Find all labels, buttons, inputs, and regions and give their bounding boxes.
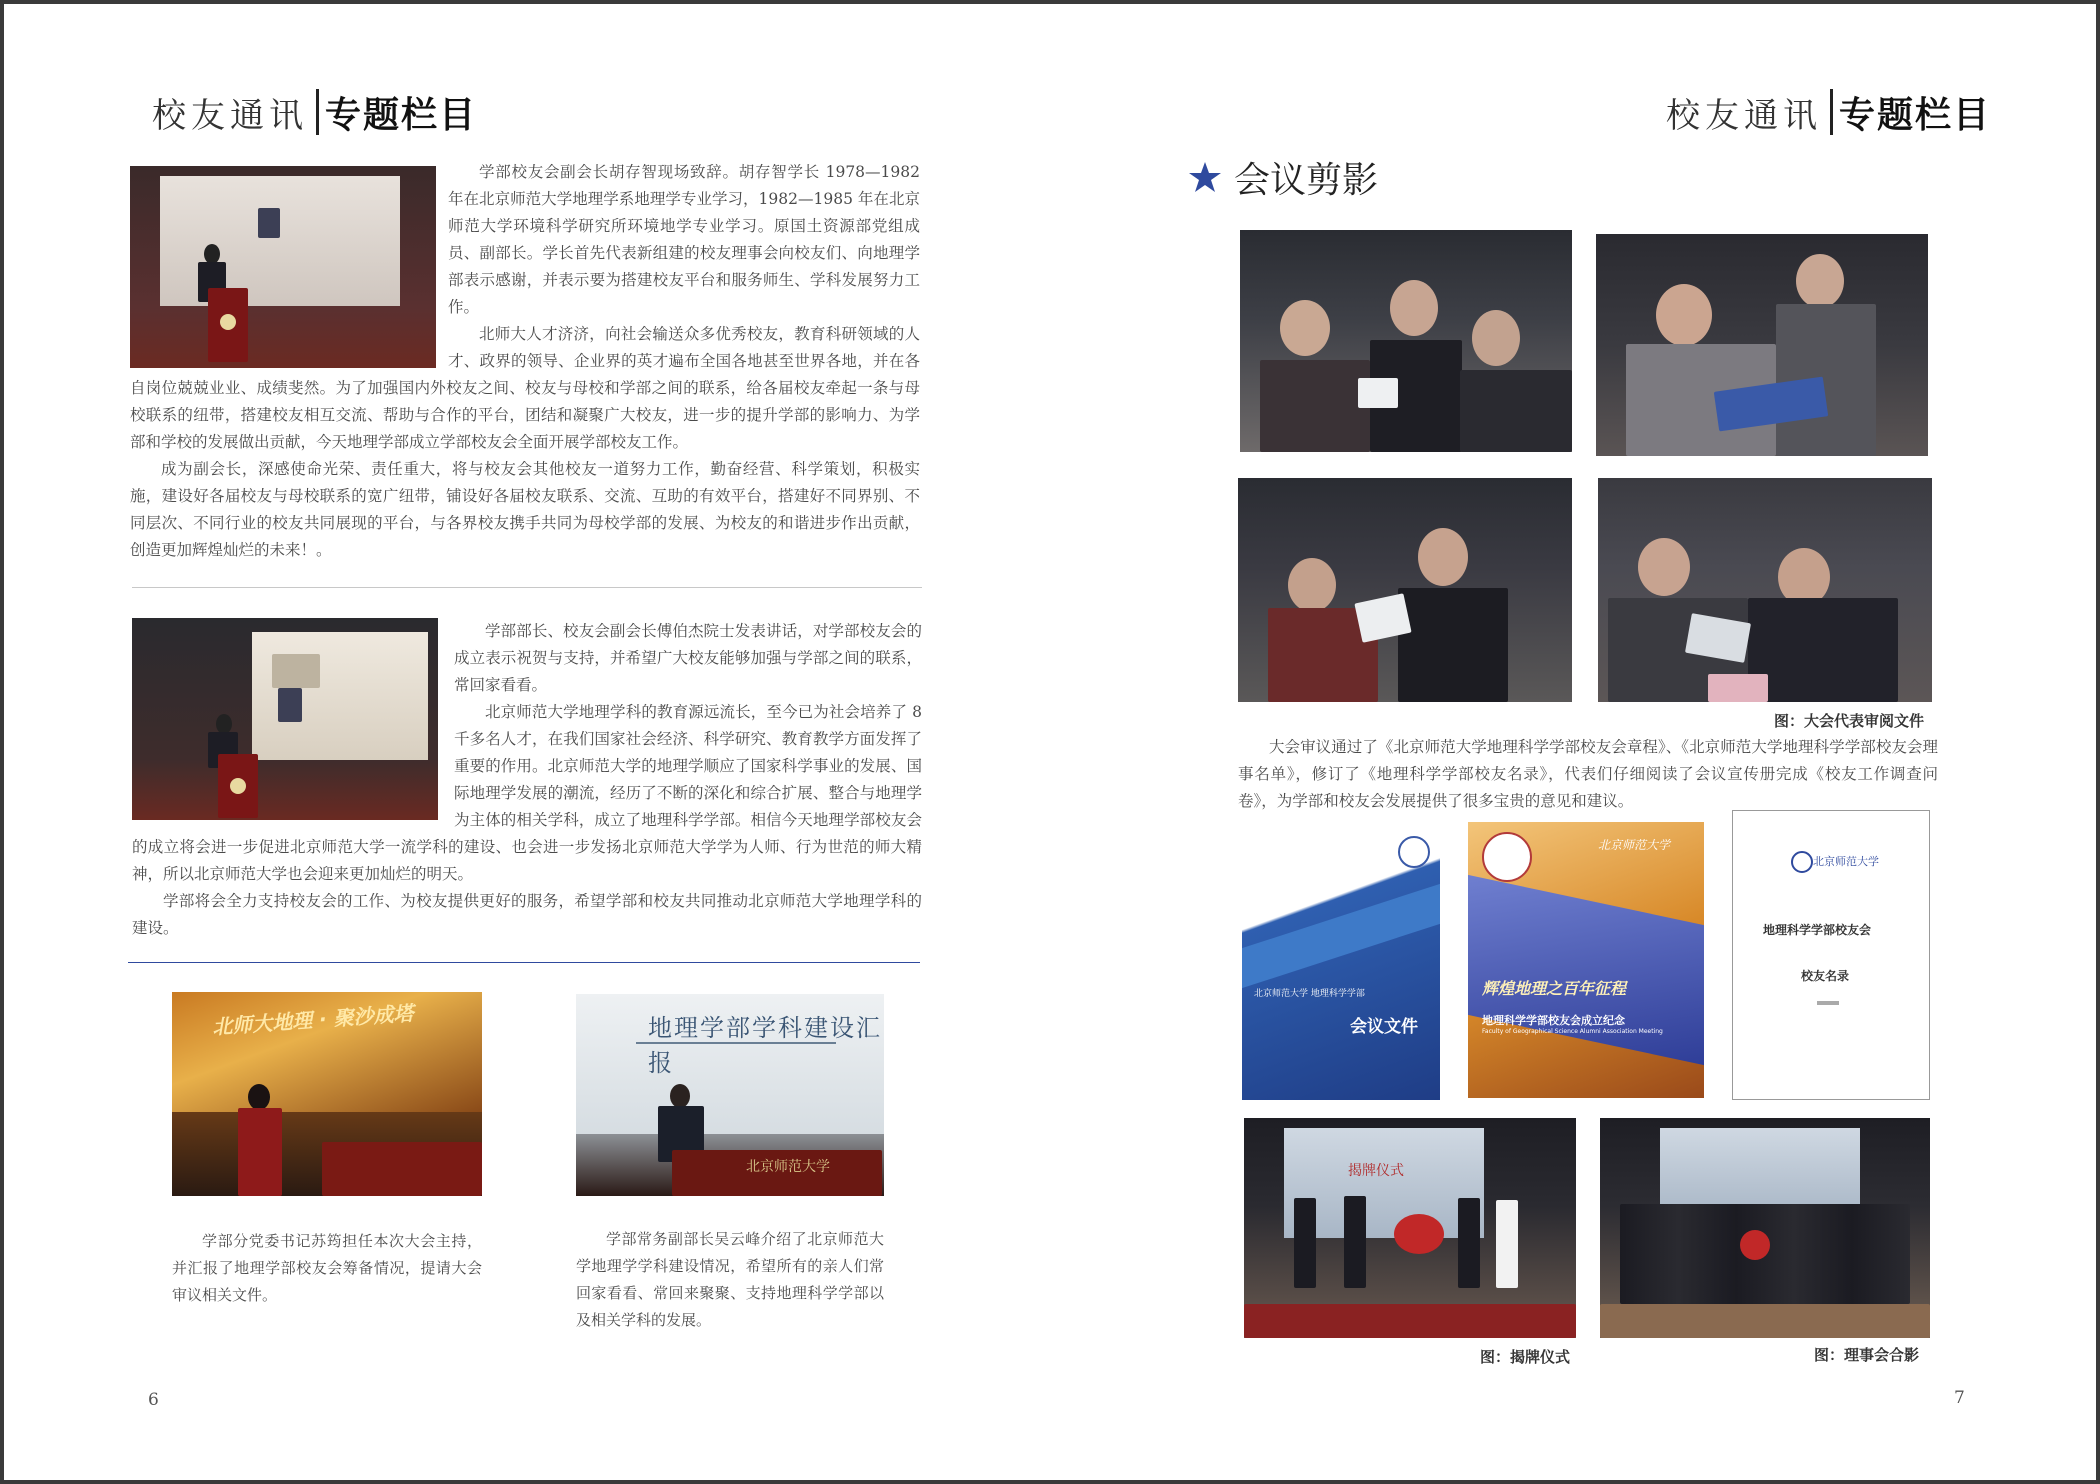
cover-subtitle: 地理科学学部校友会成立纪念 — [1482, 1014, 1625, 1027]
right-page-header — [1666, 84, 1991, 140]
cover-brand: 北京师范大学 — [1813, 855, 1879, 868]
paragraph: 学部将会全力支持校友会的工作、为校友提供更好的服务，希望学部和校友共同推动北京师范大学地理学科的建设。 — [132, 892, 922, 937]
paragraph: 北京师范大学地理学科的教育源远流长，至今已为社会培养了 8 千多名人才，在我们国家社会经济、科学研究、教育教学方面发挥了重要的作用。北京师范大学的地理学顺应了国家科学事业的发展、国际地理学发展的潮流，经历了不断的深化和综合扩展、整合与地理学为主体的相关学科，成立了地理科学学部。相信今天地理学部校友会的成立将会进一步促进北京师范大学一流学科的建设、也会进一步发扬北京师范大学学为人师、行为世范的师大精神，所以北京师范大学也会迎来更加灿烂的明天。 — [132, 703, 922, 883]
header-section-title: 专题栏目 — [1839, 94, 1992, 136]
cover-headline: 辉煌地理之百年征程 — [1482, 979, 1627, 998]
section-title — [1188, 152, 1378, 203]
cover-title: 会议文件 — [1350, 1017, 1418, 1037]
photo-council-group — [1600, 1118, 1930, 1338]
photo-audience-reading-4 — [1598, 478, 1932, 702]
photo-audience-reading-2 — [1596, 234, 1928, 456]
text-block-2 — [132, 618, 922, 942]
divider-line — [132, 587, 922, 588]
photo-unveiling-ceremony — [1244, 1118, 1576, 1338]
header-divider — [316, 89, 319, 135]
section-title-label: 会议剪影 — [1234, 160, 1379, 201]
caption-review-documents: 图：大会代表审阅文件 — [1774, 712, 1925, 730]
divider-line-blue — [128, 962, 920, 963]
page-number-right: 7 — [1954, 1388, 1965, 1408]
caption-unveiling: 图：揭牌仪式 — [1480, 1348, 1571, 1366]
header-divider — [1830, 89, 1833, 135]
university-emblem-icon — [1791, 851, 1813, 873]
paragraph: 学部校友会副会长胡存智现场致辞。胡存智学长 1978—1982 年在北京师范大学地理学系地理学专业学习，1982—1985 年在北京师范大学环境科学研究所环境地学专业学习。原国土资源部党组成员、副部长。学长首先代表新组建的校友理事会向校友们、向地理学部表示感谢，并表示要为搭建校友平台和服务师生、学科发展努力工作。 — [448, 163, 920, 316]
photo-audience-reading-3 — [1238, 478, 1572, 702]
paragraph: 北师大人才济济，向社会输送众多优秀校友，教育科研领域的人才、政界的领导、企业界的英才遍布全国各地甚至世界各地，并在各自岗位兢兢业业、成绩斐然。为了加强国内外校友之间、校友与母校和学部之间的联系，给各届校友牵起一条与母校联系的纽带，搭建校友相互交流、帮助与合作的平台，团结和凝聚广大校友，进一步的提升学部的影响力、为学部和学校的发展做出贡献，今天地理学部成立学部校友会全面开展学部校友工作。 — [130, 325, 920, 451]
paragraph: 成为副会长，深感使命光荣、责任重大，将与校友会其他校友一道努力工作，勤奋经营、科学策划，积极实施，建设好各届校友与母校联系的宽广纽带，铺设好各届校友联系、交流、互助的有效平台，搭建好不同界别、不同层次、不同行业的校友共同展现的平台，与各界校友携手共同为母校学部的发展、为校友的和谐进步作出贡献，创造更加辉煌灿烂的未来！。 — [130, 460, 920, 559]
text-block-1 — [130, 159, 920, 564]
caption-council: 图：理事会合影 — [1814, 1346, 1920, 1364]
star-icon — [1188, 161, 1222, 195]
cover-line-1: 地理科学学部校友会 — [1763, 923, 1872, 937]
university-emblem-icon — [1482, 832, 1532, 882]
cover-brand: 北京师范大学 — [1598, 838, 1671, 852]
cover-line-2: 校友名录 — [1801, 969, 1850, 983]
university-emblem-icon — [1398, 836, 1430, 868]
cover-alumni-directory — [1732, 810, 1930, 1100]
cover-meeting-documents — [1242, 826, 1440, 1100]
cover-english: Faculty of Geographical Science Alumni Association Meeting — [1482, 1028, 1663, 1035]
left-page-header — [152, 84, 477, 140]
page-number-left: 6 — [148, 1390, 159, 1410]
photo-wu-yunfeng-report — [576, 994, 884, 1196]
podium-text: 北京师范大学 — [746, 1159, 830, 1175]
cover-alumni-commemoration — [1468, 822, 1704, 1098]
header-main-title: 校友通讯 — [1666, 95, 1822, 136]
caption-wu-yunfeng: 学部常务副部长吴云峰介绍了北京师范大学地理学学科建设情况，希望所有的亲人们常回家看看、常回来聚聚、支持地理科学学部以及相关学科的发展。 — [576, 1230, 884, 1329]
cover-line: 北京师范大学 地理科学学部 — [1254, 989, 1365, 999]
screen-text: 揭牌仪式 — [1348, 1163, 1404, 1179]
photo-su-yun-host — [172, 992, 482, 1196]
header-main-title: 校友通讯 — [152, 95, 308, 136]
photo-audience-reading-1 — [1240, 230, 1572, 452]
meeting-summary-text: 大会审议通过了《北京师范大学地理科学学部校友会章程》、《北京师范大学地理科学学部校友会理事名单》，修订了《地理科学学部校友名录》，代表们仔细阅读了会议宣传册完成《校友工作调查问卷》，为学部和校友会发展提供了很多宝贵的意见和建议。 — [1238, 738, 1938, 810]
caption-su-yun: 学部分党委书记苏筠担任本次大会主持，并汇报了地理学部校友会筹备情况，提请大会审议相关文件。 — [172, 1232, 482, 1304]
magazine-spread — [4, 4, 2096, 1480]
header-section-title: 专题栏目 — [325, 94, 478, 136]
screen-title-text: 地理学部学科建设汇报 — [648, 1014, 882, 1077]
paragraph: 学部部长、校友会副会长傅伯杰院士发表讲话，对学部校友会的成立表示祝贺与支持，并希望广大校友能够加强与学部之间的联系，常回家看看。 — [454, 622, 922, 694]
screen-slogan-text: 北师大地理 · 聚沙成塔 — [211, 1000, 415, 1039]
